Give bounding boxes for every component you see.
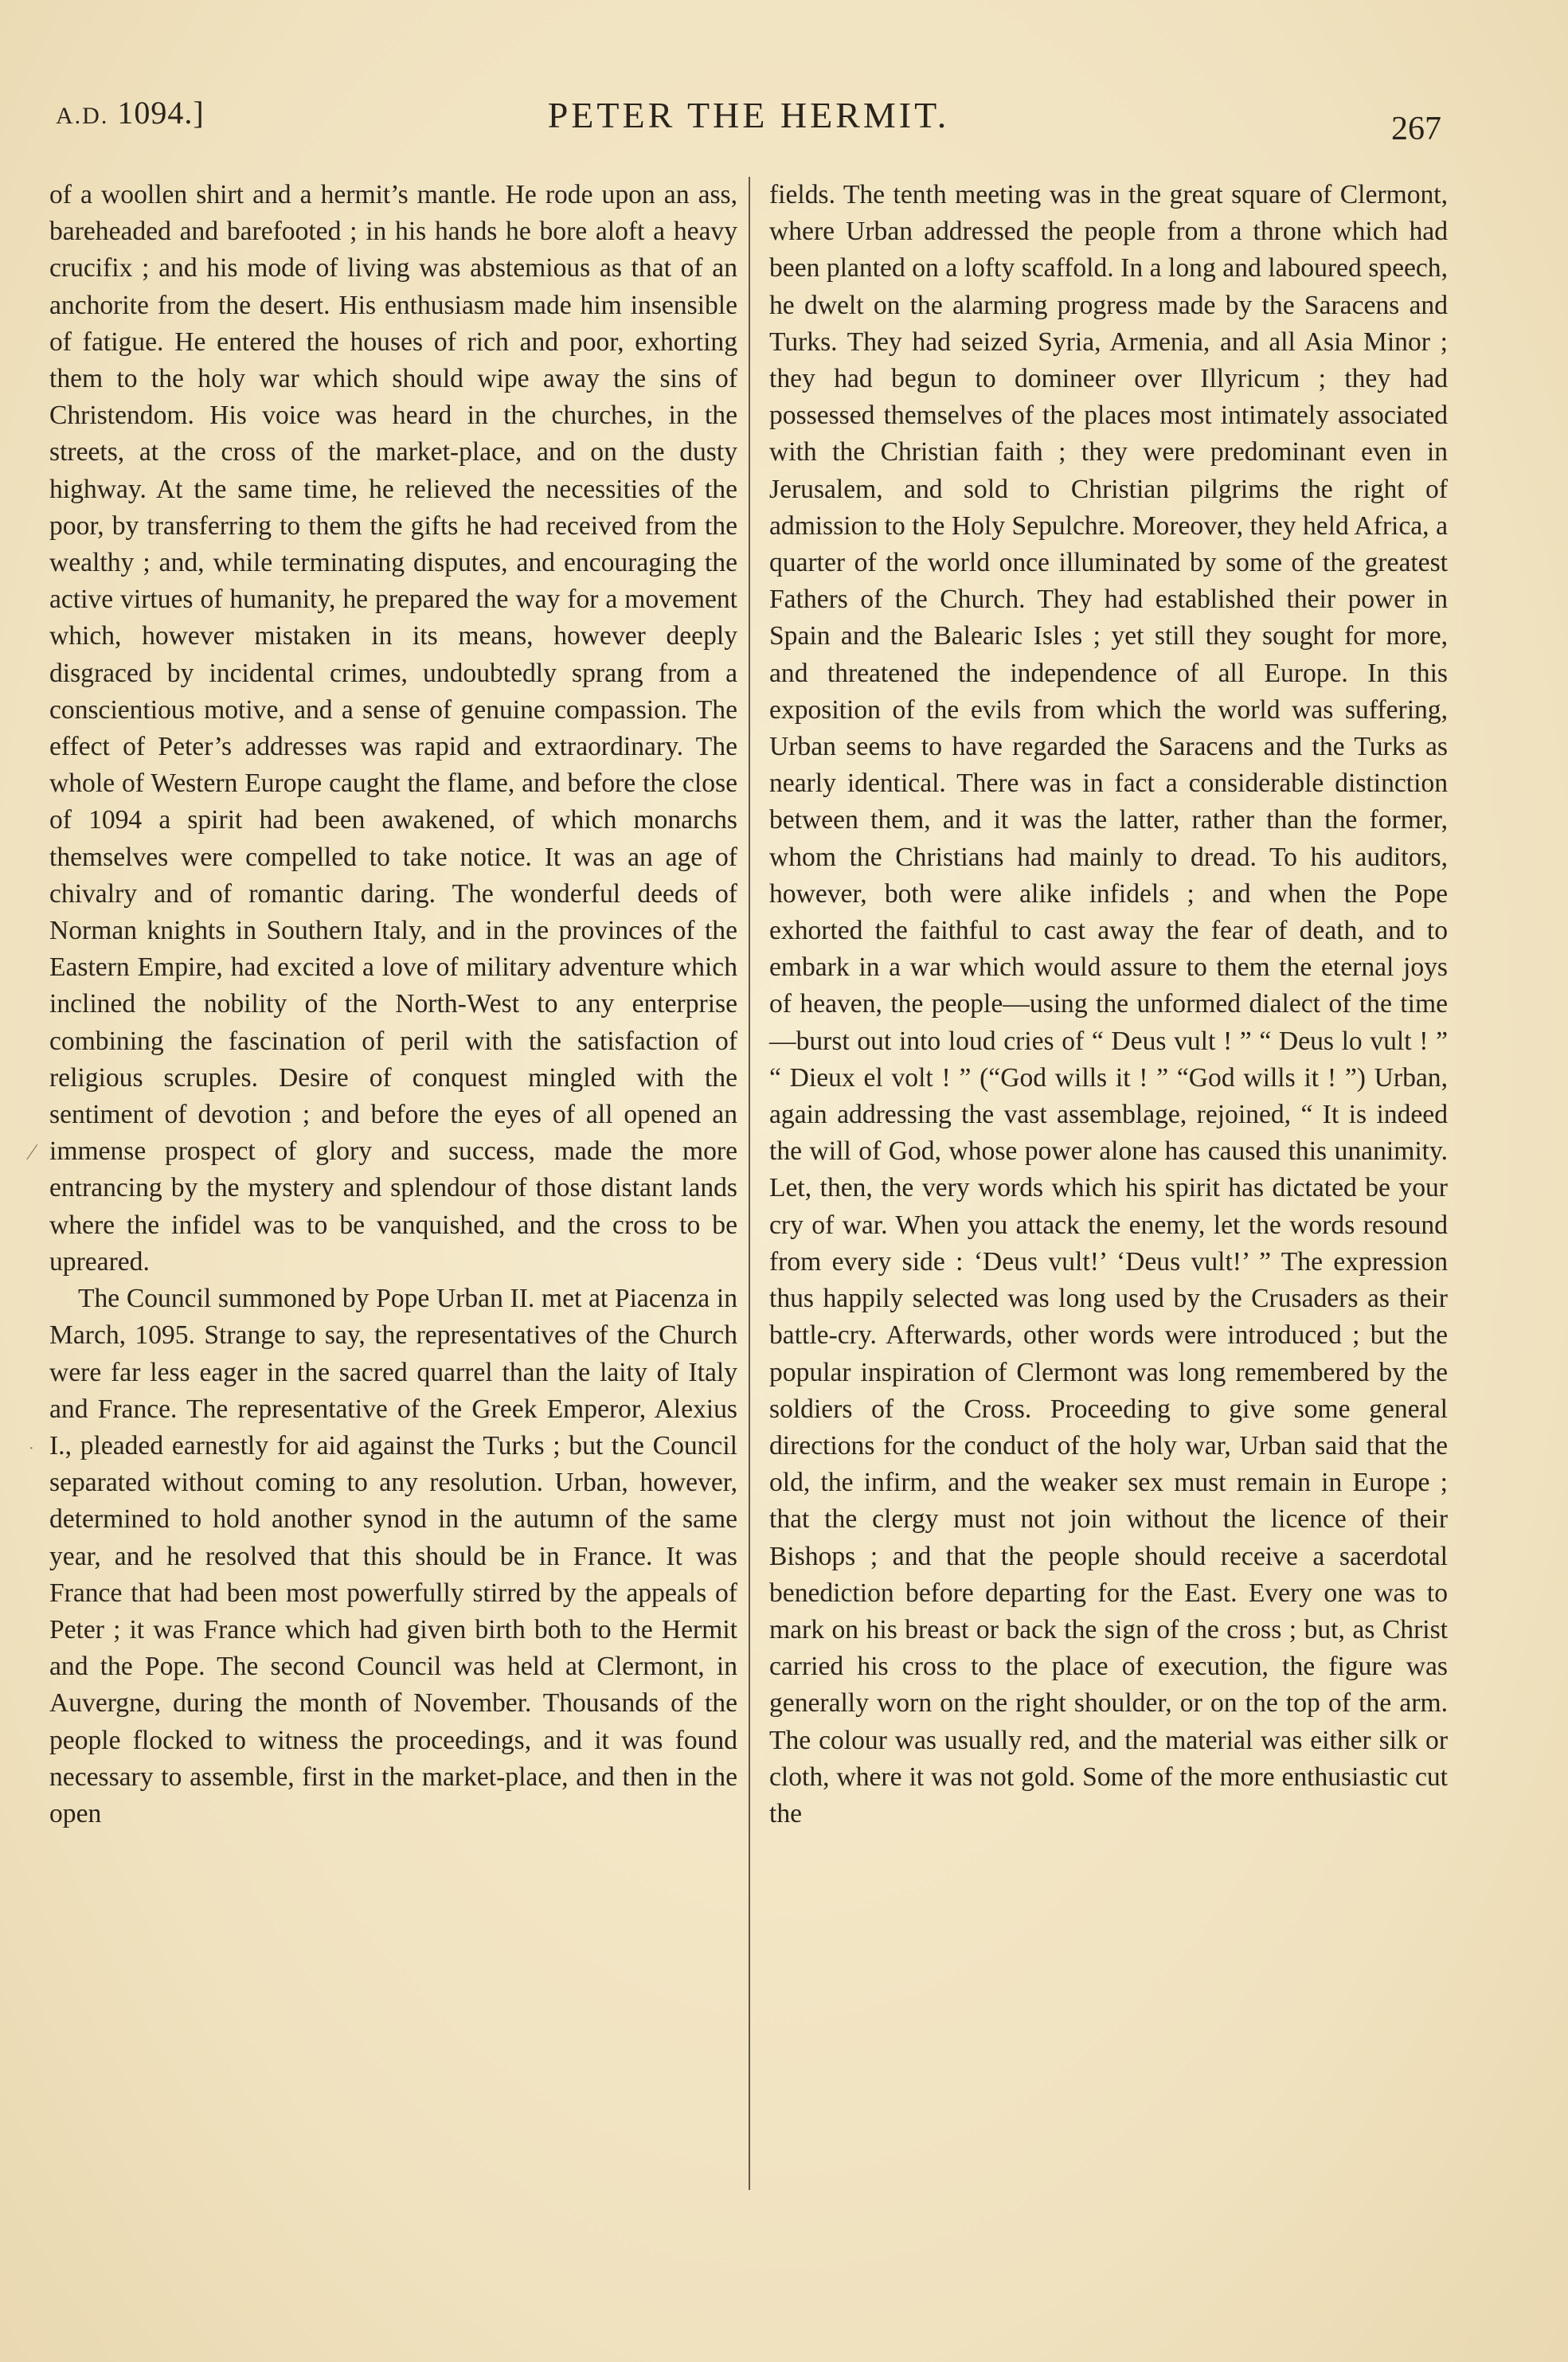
paragraph: fields. The tenth meeting was in the great square of Clermont, where Urban addressed the people from a throne which had been planted on a lofty scaffold. In a long and laboured speech, he dwelt on the alarming progress made by the Saracens and Turks. They had seized Syria, Armenia, and all Asia Minor ; they had begun to domineer over Illyricum ; they had possessed themselves of the places most intimately associated with the Christian faith ; they were predominant even in Jerusalem, and sold to Christian pilgrims the right of admission to the Holy Sepulchre. Moreover, they held Africa, a quarter of the world once illuminated by some of the greatest Fathers of the Church. They had established their power in Spain and the Balearic Isles ; yet still they sought for more, and threatened the independence of all Europe. In this exposition of the evils from which the world was suffering, Urban seems to have regarded the Saracens and the Turks as nearly identical. There was in fact a considerable distinction between them, and it was the latter, rather than the former, whom the Christians had mainly to dread. To his auditors, however, both were alike infidels ; and when the Pope exhorted the faithful to cast away the fear of death, and to embark in a war which would assure to them the eternal joys of heaven, the people—using the unformed dialect of the time—burst out into loud cries of “ Deus vult ! ” “ Deus lo vult ! ” “ Dieux el volt ! ” (“God wills it ! ” “God wills it ! ”) Urban, again addressing the vast assemblage, rejoined, “ It is indeed the will of God, whose power alone has caused this unanimity. Let, then, the very words which his spirit has dictated be your cry of war. When you attack the enemy, let the words resound from every side : ‘Deus vult!’ ‘Deus vult!’ ” The expression thus happily selected was long used by the Crusaders as their battle-cry. Afterwards, other words were introduced ; but the popular inspiration of Clermont was long remembered by the soldiers of the Cross. Proceeding to give some general directions for the conduct of the holy war, Urban said that the old, the infirm, and the weaker sex must remain in Europe ; that the clergy must not join without the licence of their Bishops ; and that the people should receive a sacerdotal benediction before departing for the East. Every one was to mark on his breast or back the sign of the cross ; but, as Christ carried his cross to the place of execution, the figure was generally worn on the right shoulder, or on the top of the arm. The colour was usually red, and the material was either silk or cloth, where it was not gold. Some of the more enthusiastic cut the xyxy=(769,180,1448,1828)
running-head-era: A.D. xyxy=(56,103,109,129)
margin-dot-mark: · xyxy=(29,1440,34,1457)
text-column-left xyxy=(49,177,737,1832)
paragraph: The Council summoned by Pope Urban II. met at Piacenza in March, 1095. Strange to say, the representatives of the Church were far less eager in the sacred quarrel than the laity of Italy and France. The representative of the Greek Emperor, Alexius I., pleaded earnestly for aid against the Turks ; but the Council separated without coming to any resolution. Urban, however, determined to hold another synod in the autumn of the same year, and he resolved that this should be in France. It was France that had been most powerfully stirred by the appeals of Peter ; it was France which had given birth both to the Hermit and the Pope. The second Council was held at Clermont, in Auvergne, during the month of November. Thousands of the people flocked to witness the proceedings, and it was found necessary to assemble, first in the market-place, and then in the open xyxy=(49,1284,737,1828)
column-divider xyxy=(749,177,750,2190)
margin-pencil-mark: ⁄ xyxy=(30,1140,34,1165)
paragraph: of a woollen shirt and a hermit’s mantle. He rode upon an ass, bareheaded and barefooted ; in his hands he bore aloft a heavy crucifix ; and his mode of living was abstemious as that of an anchorite from the desert. His enthusiasm made him insensible of fatigue. He entered the houses of rich and poor, exhorting them to the holy war which should wipe away the sins of Christendom. His voice was heard in the churches, in the streets, at the cross of the market-place, and on the dusty highway. At the same time, he relieved the necessities of the poor, by transferring to them the gifts he had received from the wealthy ; and, while terminating disputes, and encouraging the active virtues of humanity, he prepared the way for a movement which, however mistaken in its means, however deeply disgraced by incidental crimes, undoubtedly sprang from a conscientious motive, and a sense of genuine compassion. The effect of Peter’s addresses was rapid and extraordinary. The whole of Western Europe caught the flame, and before the close of 1094 a spirit had been awakened, of which monarchs themselves were compelled to take notice. It was an age of chivalry and of romantic daring. The wonderful deeds of Norman knights in Southern Italy, and in the provinces of the Eastern Empire, had excited a love of military adventure which inclined the nobility of the North-West to any enterprise combining the fascination of peril with the satisfaction of religious scruples. Desire of conquest mingled with the sentiment of devotion ; and before the eyes of all opened an immense prospect of glory and success, made the more entrancing by the mystery and splendour of those distant lands where the infidel was to be vanquished, and the cross to be upreared. xyxy=(49,180,737,1277)
page-title: PETER THE HERMIT. xyxy=(547,95,950,135)
running-head-year: 1094.] xyxy=(117,95,205,131)
text-column-right xyxy=(769,177,1448,1832)
page-number: 267 xyxy=(1391,111,1441,147)
running-head xyxy=(56,94,1441,147)
